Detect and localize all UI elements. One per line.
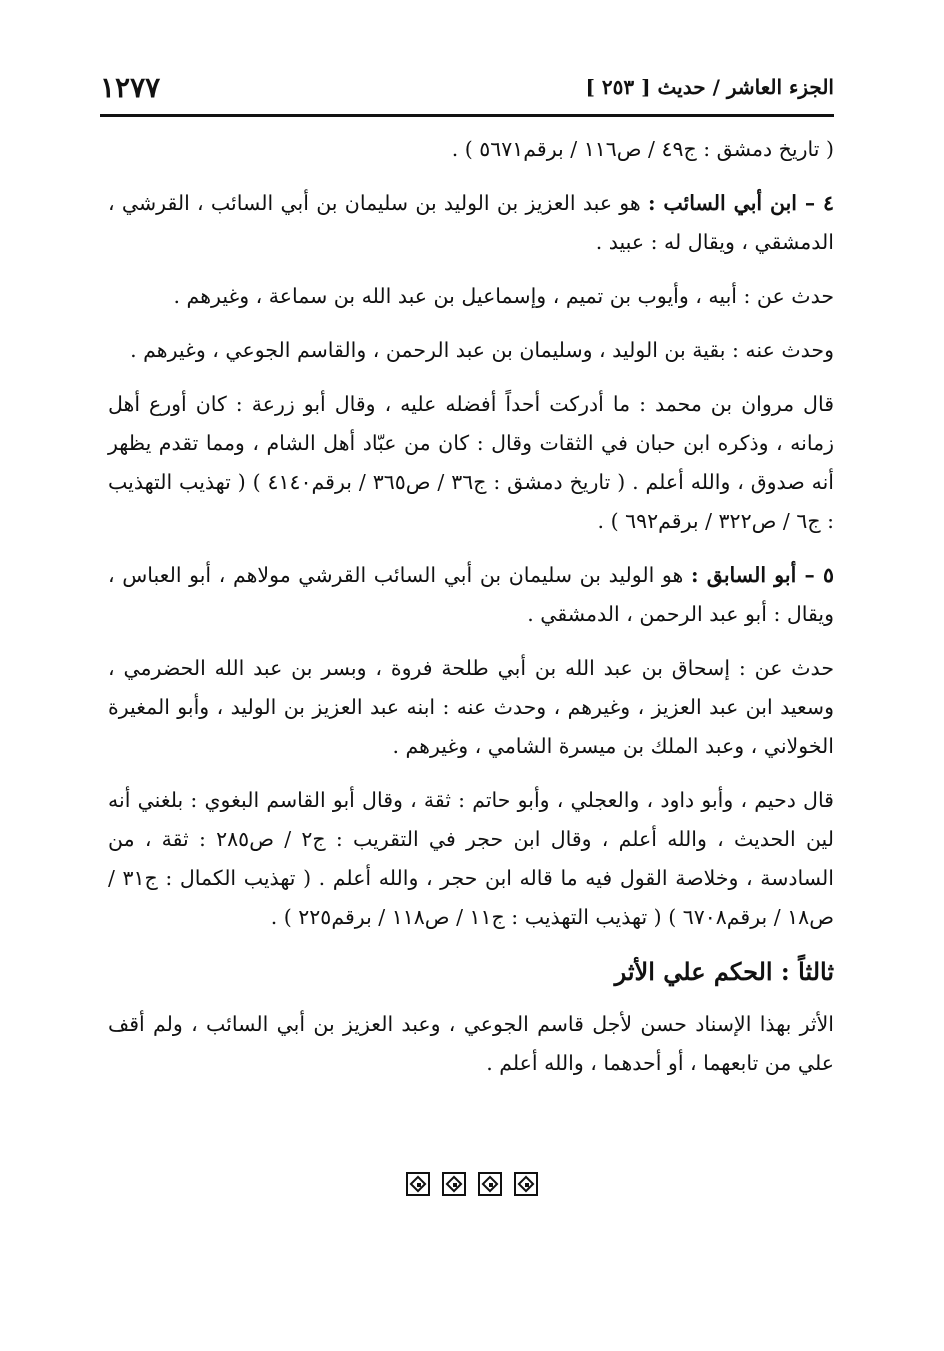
page-number: ١٢٧٧: [100, 70, 161, 104]
paragraph-text: ( تاريخ دمشق : ج٤٩ / ص١١٦ / برقم٥٦٧١ ) .: [451, 137, 834, 161]
conclusion-paragraph: [108, 1005, 834, 1083]
paragraph: [108, 331, 834, 370]
paragraph: [108, 277, 834, 316]
main-text: [108, 130, 834, 1098]
paragraph-text: وحدث عنه : بقية بن الوليد ، وسليمان بن عبد الرحمن ، والقاسم الجوعي ، وغيرهم .: [130, 338, 834, 362]
ornament-icon: [478, 1172, 502, 1196]
paragraph: [108, 385, 834, 541]
paragraph-text: هو الوليد بن سليمان بن أبي السائب القرشي مولاهم ، أبو العباس ، ويقال : أبو عبد الرحمن ، الدمشقي .: [108, 563, 834, 626]
page-header: [100, 62, 834, 112]
paragraph-text: حدث عن : إسحاق بن عبد الله بن أبي طلحة فروة ، وبسر بن عبد الله الحضرمي ، وسعيد ابن عبد العزيز ، وغيرهم ، وحدث عنه : ابنه عبد العزيز بن الوليد ، وأبو المغيرة الخولاني ، وعبد الملك بن ميسرة الشامي ، وغيرهم .: [108, 656, 834, 758]
paragraph-text: قال مروان بن محمد : ما أدركت أحداً أفضله عليه ، وقال أبو زرعة : كان أورع أهل زمانه ، وذكره ابن حبان في الثقات وقال : كان من عبّاد أهل الشام ، ومما تقدم يظهر أنه صدوق ، والله أعلم . ( تاريخ دمشق : ج٣٦ / ص٣٦٥ / برقم٤١٤٠ ) ( تهذيب التهذيب : ج٦ / ص٣٢٢ / برقم٦٩٢ ) .: [108, 392, 835, 533]
paragraph: [108, 649, 834, 766]
section-heading: ثالثاً : الحكم علي الأثر: [614, 957, 834, 986]
citation-paragraph: [108, 130, 834, 169]
narrator-entry-4: [108, 184, 834, 262]
ornament-icon: [406, 1172, 430, 1196]
narrator-name: ٥ – أبو السابق :: [690, 563, 834, 587]
ornament-icon: [442, 1172, 466, 1196]
narrator-name: ٤ – ابن أبي السائب :: [647, 191, 834, 215]
paragraph-text: قال دحيم ، وأبو داود ، والعجلي ، وأبو حاتم : ثقة ، وقال أبو القاسم البغوي : بلغني أنه لين الحديث ، والله أعلم ، وقال ابن حجر في التقريب : ج٢ / ص٢٨٥ : ثقة ، من السادسة ، وخلاصة القول فيه ما قاله ابن حجر ، والله أعلم . ( تهذيب الكمال : ج٣١ / ص١٨ / برقم٦٧٠٨ ) ( تهذيب التهذيب : ج١١ / ص١١٨ / برقم٢٢٥ ) .: [108, 788, 834, 929]
narrator-entry-5: [108, 556, 834, 634]
paragraph-text: هو عبد العزيز بن الوليد بن سليمان بن أبي السائب ، القرشي ، الدمشقي ، ويقال له : عبيد .: [108, 191, 834, 254]
end-ornaments: [0, 1172, 944, 1196]
paragraph-text: الأثر بهذا الإسناد حسن لأجل قاسم الجوعي ، وعبد العزيز بن أبي السائب ، ولم أقف علي من تابعهما ، أو أحدهما ، والله أعلم .: [108, 1012, 834, 1075]
ornament-icon: [514, 1172, 538, 1196]
header-rule: [100, 114, 834, 117]
paragraph: [108, 781, 834, 937]
running-title: الجزء العاشر / حديث [ ٢٥٣ ]: [585, 75, 834, 99]
paragraph-text: حدث عن : أبيه ، وأيوب بن تميم ، وإسماعيل بن عبد الله بن سماعة ، وغيرهم .: [173, 284, 834, 308]
